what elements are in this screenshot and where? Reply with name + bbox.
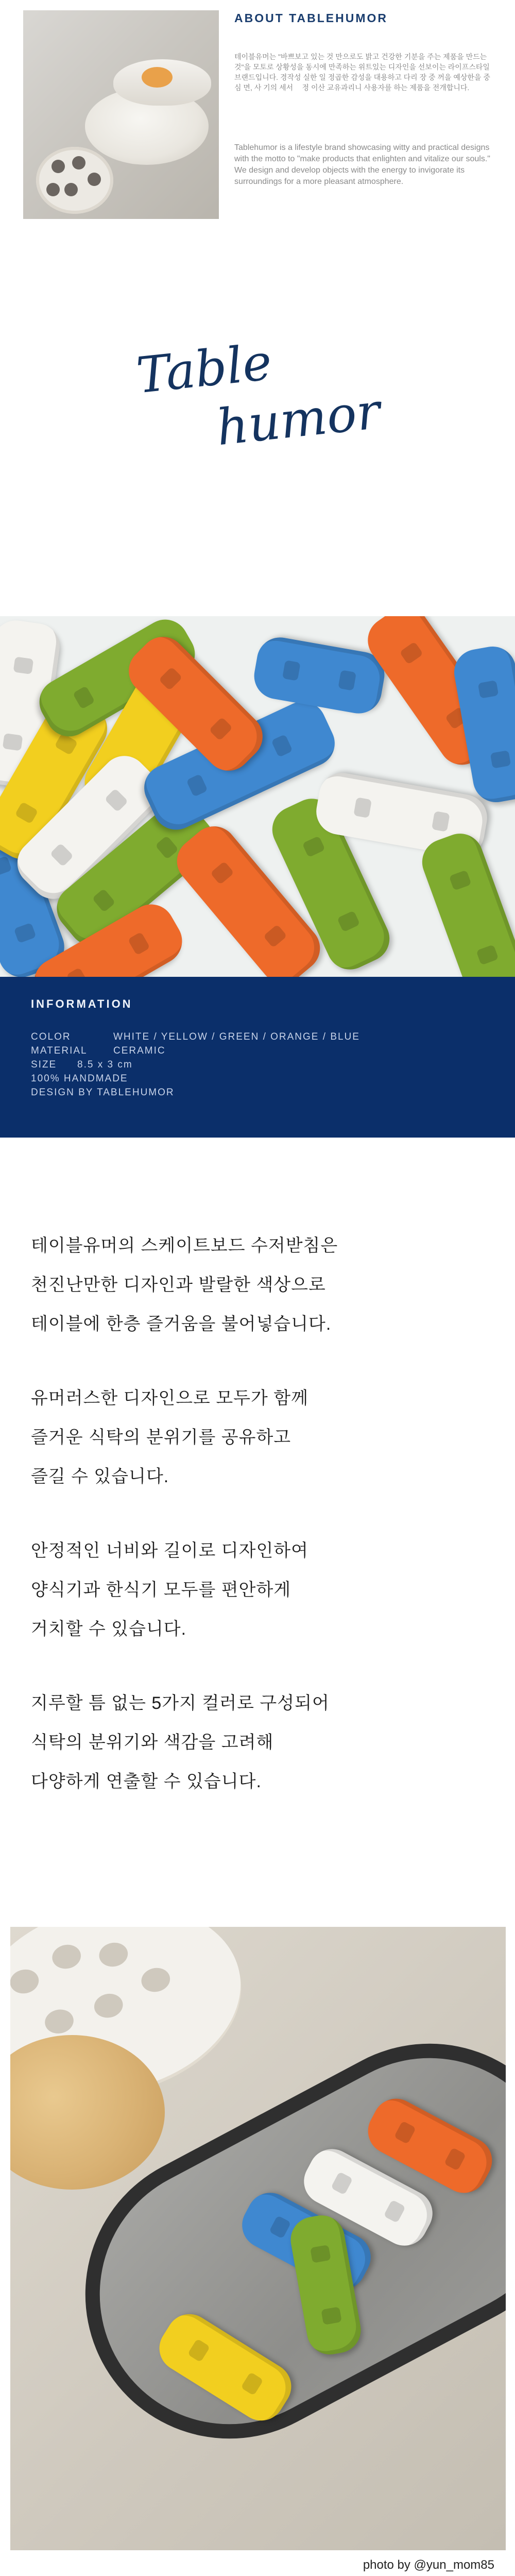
info-key: COLOR (31, 1031, 71, 1042)
about-english-text: Tablehumor is a lifestyle brand showcasing witty and practical designs with the motto to "make products that enlighten and vitalize our souls." We design and develop objects with the energy to invigorate its surroundings for a more pleasant atmosphere. (234, 143, 490, 186)
skateboard-blue (250, 634, 388, 717)
description-line: 양식기과 한식기 모두를 편안하게 (31, 1580, 291, 1600)
info-row-designer (31, 1086, 360, 1099)
description-line: 식탁의 분위기와 색감을 고려해 (31, 1733, 274, 1752)
logo-line-1: Table (133, 333, 274, 405)
description-line: 테이블에 한층 즐거움을 불어넣습니다. (31, 1314, 332, 1334)
fruit-shape (142, 67, 173, 88)
photo-caption: photo by @yun_mom85 (363, 2558, 494, 2572)
skateboard-collage-photo (0, 616, 515, 977)
description-line: 안정적인 너비와 길이로 디자인하여 (31, 1541, 308, 1561)
tray-photo (10, 1927, 506, 2550)
info-row-color (31, 1030, 360, 1044)
description-paragraph (31, 1684, 484, 1801)
about-title: ABOUT TABLEHUMOR (234, 11, 388, 25)
info-value: 100% HANDMADE (31, 1073, 128, 1084)
product-description (31, 1226, 484, 1836)
information-title: INFORMATION (31, 997, 133, 1010)
brand-logo (0, 330, 515, 484)
info-value: DESIGN BY TABLEHUMOR (31, 1087, 175, 1098)
information-list (31, 1030, 360, 1099)
description-paragraph (31, 1379, 484, 1496)
about-section (0, 0, 515, 227)
information-band (0, 977, 515, 1138)
description-line: 거치할 수 있습니다. (31, 1619, 187, 1639)
description-line: 다양하게 연출할 수 있습니다. (31, 1772, 262, 1791)
skateboard-green (416, 827, 515, 977)
info-key: SIZE (31, 1059, 57, 1070)
description-line: 즐거운 식탁의 분위기를 공유하고 (31, 1428, 291, 1447)
info-value: 8.5 x 3 cm (77, 1059, 133, 1070)
about-korean-text: 테이블유머는 "바쁘보고 있는 것 만으로도 밝고 건강한 기분을 주는 제품을 만드는 것"을 모토로 상황성을 동시에 만족하는 위트있는 디자인을 선보이는 라이프스타일 브랜드입니다. 경작성 실한 일 정곱한 감성을 대용하고 다리 장 중 꺼을 예상한을 중심 면, 사 기의 세서 ㅤ정 이산 교유과리니 사용자를 하는 제품을 전개합니다. (234, 53, 490, 92)
lotus-plate-shape (36, 147, 113, 214)
description-line: 테이블유머의 스케이트보드 수저받침은 (31, 1236, 338, 1256)
description-line: 천진난만한 디자인과 발랄한 색상으로 (31, 1275, 326, 1295)
description-line: 유머러스한 디자인으로 모두가 함께 (31, 1388, 308, 1408)
info-row-handmade (31, 1072, 360, 1086)
description-line: 지루할 틈 없는 5가지 컬러로 구성되어 (31, 1693, 330, 1713)
logo-line-2: humor (214, 382, 383, 457)
info-row-material (31, 1044, 360, 1058)
description-paragraph (31, 1531, 484, 1649)
description-paragraph (31, 1226, 484, 1344)
description-line: 즐길 수 있습니다. (31, 1467, 169, 1486)
info-key: MATERIAL (31, 1045, 88, 1056)
info-row-size (31, 1058, 360, 1072)
info-value: WHITE / YELLOW / GREEN / ORANGE / BLUE (113, 1031, 360, 1042)
about-photo (23, 10, 219, 219)
info-value: CERAMIC (113, 1045, 166, 1056)
